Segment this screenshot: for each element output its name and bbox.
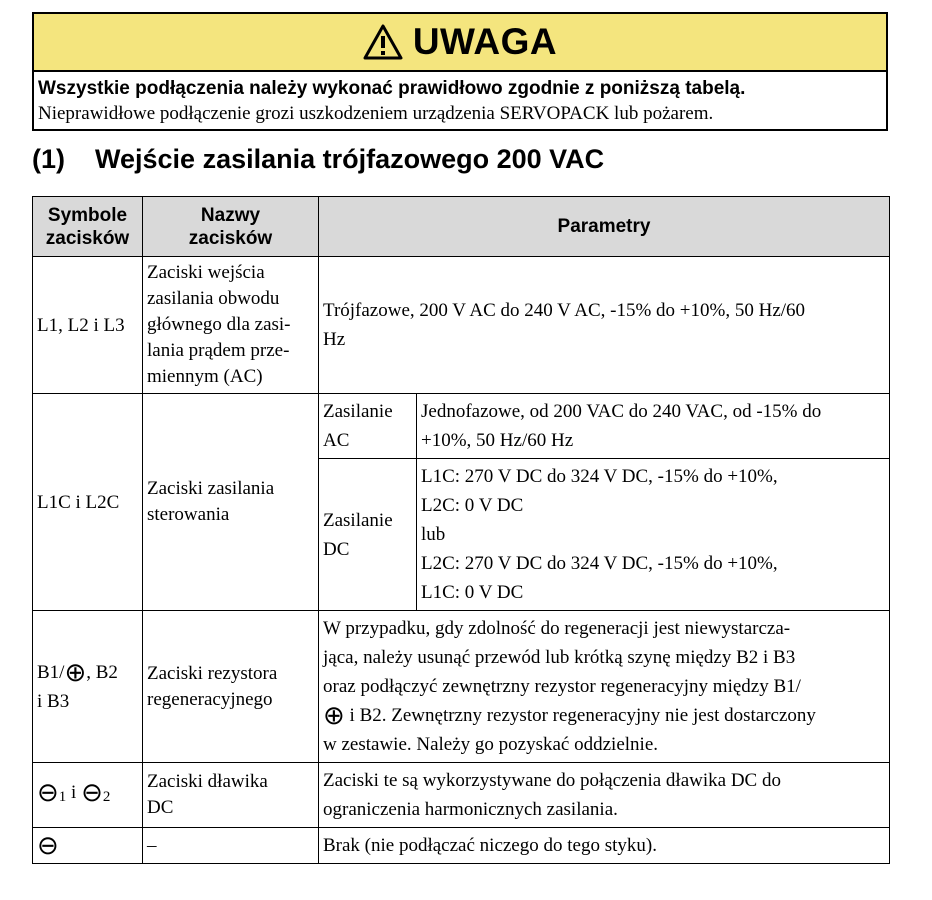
param-cell: Trójfazowe, 200 V AC do 240 V AC, -15% do +10%, 50 Hz/60 Hz	[319, 257, 890, 394]
table-header-row	[33, 197, 890, 257]
plus-circle-icon: ⊕	[64, 657, 87, 687]
minus-circle-icon: ⊖	[81, 778, 103, 807]
header-symbols: Symbole zacisków	[33, 197, 143, 257]
section-number: (1)	[32, 144, 65, 174]
param-cell: W przypadku, gdy zdolność do regeneracji jest niewystarcza- jąca, należy usunąć przewód lub krótką szynę między B2 i B3 oraz podłączyć zewnętrzny rezystor regeneracyjny między B1/ ⊕ i B2. Zewnętrzny rezystor regeneracyjny nie jest dostarczony w zestawie. Należy go pozyskać oddzielnie.	[319, 611, 890, 763]
name-cell: Zaciski dławika DC	[143, 763, 319, 828]
warning-title: UWAGA	[412, 21, 558, 62]
dc-label-cell: Zasilanie DC	[319, 459, 417, 611]
section-title: Wejście zasilania trójfazowego 200 VAC	[95, 144, 605, 174]
name-cell: Zaciski wejścia zasilania obwodu głównego dla zasi- lania prądem prze- miennym (AC)	[143, 257, 319, 394]
parameters-table	[32, 196, 890, 864]
minus-circle-icon: ⊖	[37, 831, 59, 860]
symbol-cell: L1, L2 i L3	[33, 257, 143, 394]
table-row	[33, 394, 890, 459]
symbol-cell: B1/⊕, B2 i B3	[33, 611, 143, 763]
table-row	[33, 257, 890, 394]
param-cell: Brak (nie podłączać niczego do tego styku).	[319, 828, 890, 864]
header-names: Nazwy zacisków	[143, 197, 319, 257]
name-cell: Zaciski rezystora regeneracyjnego	[143, 611, 319, 763]
table-row	[33, 611, 890, 763]
symbol-cell	[33, 828, 143, 864]
warning-text: Nieprawidłowe podłączenie grozi uszkodzeniem urządzenia SERVOPACK lub pożarem.	[38, 103, 714, 124]
warning-triangle-icon	[363, 24, 403, 60]
warning-box	[32, 12, 888, 131]
symbol-cell: L1C i L2C	[33, 394, 143, 611]
section-heading	[32, 144, 604, 175]
name-cell: Zaciski zasilania sterowania	[143, 394, 319, 611]
table-row	[33, 763, 890, 828]
warning-header	[34, 14, 886, 72]
dc-value-cell: L1C: 270 V DC do 324 V DC, -15% do +10%, L2C: 0 V DC lub L2C: 270 V DC do 324 V DC, -15% do +10%, L1C: 0 V DC	[417, 459, 890, 611]
ac-label-cell: Zasilanie AC	[319, 394, 417, 459]
header-parameters: Parametry	[319, 197, 890, 257]
name-cell: –	[143, 828, 319, 864]
table-row	[33, 828, 890, 864]
plus-circle-icon: ⊕	[323, 701, 345, 730]
minus-circle-icon: ⊖	[37, 778, 59, 807]
symbol-cell: $⊖_1$ i $⊖_2$	[33, 763, 143, 828]
param-cell: Zaciski te są wykorzystywane do połączenia dławika DC do ograniczenia harmonicznych zasilania.	[319, 763, 890, 828]
ac-value-cell: Jednofazowe, od 200 VAC do 240 VAC, od -15% do +10%, 50 Hz/60 Hz	[417, 394, 890, 459]
warning-bold-text: Wszystkie podłączenia należy wykonać prawidłowo zgodnie z poniższą tabelą.	[38, 78, 746, 99]
